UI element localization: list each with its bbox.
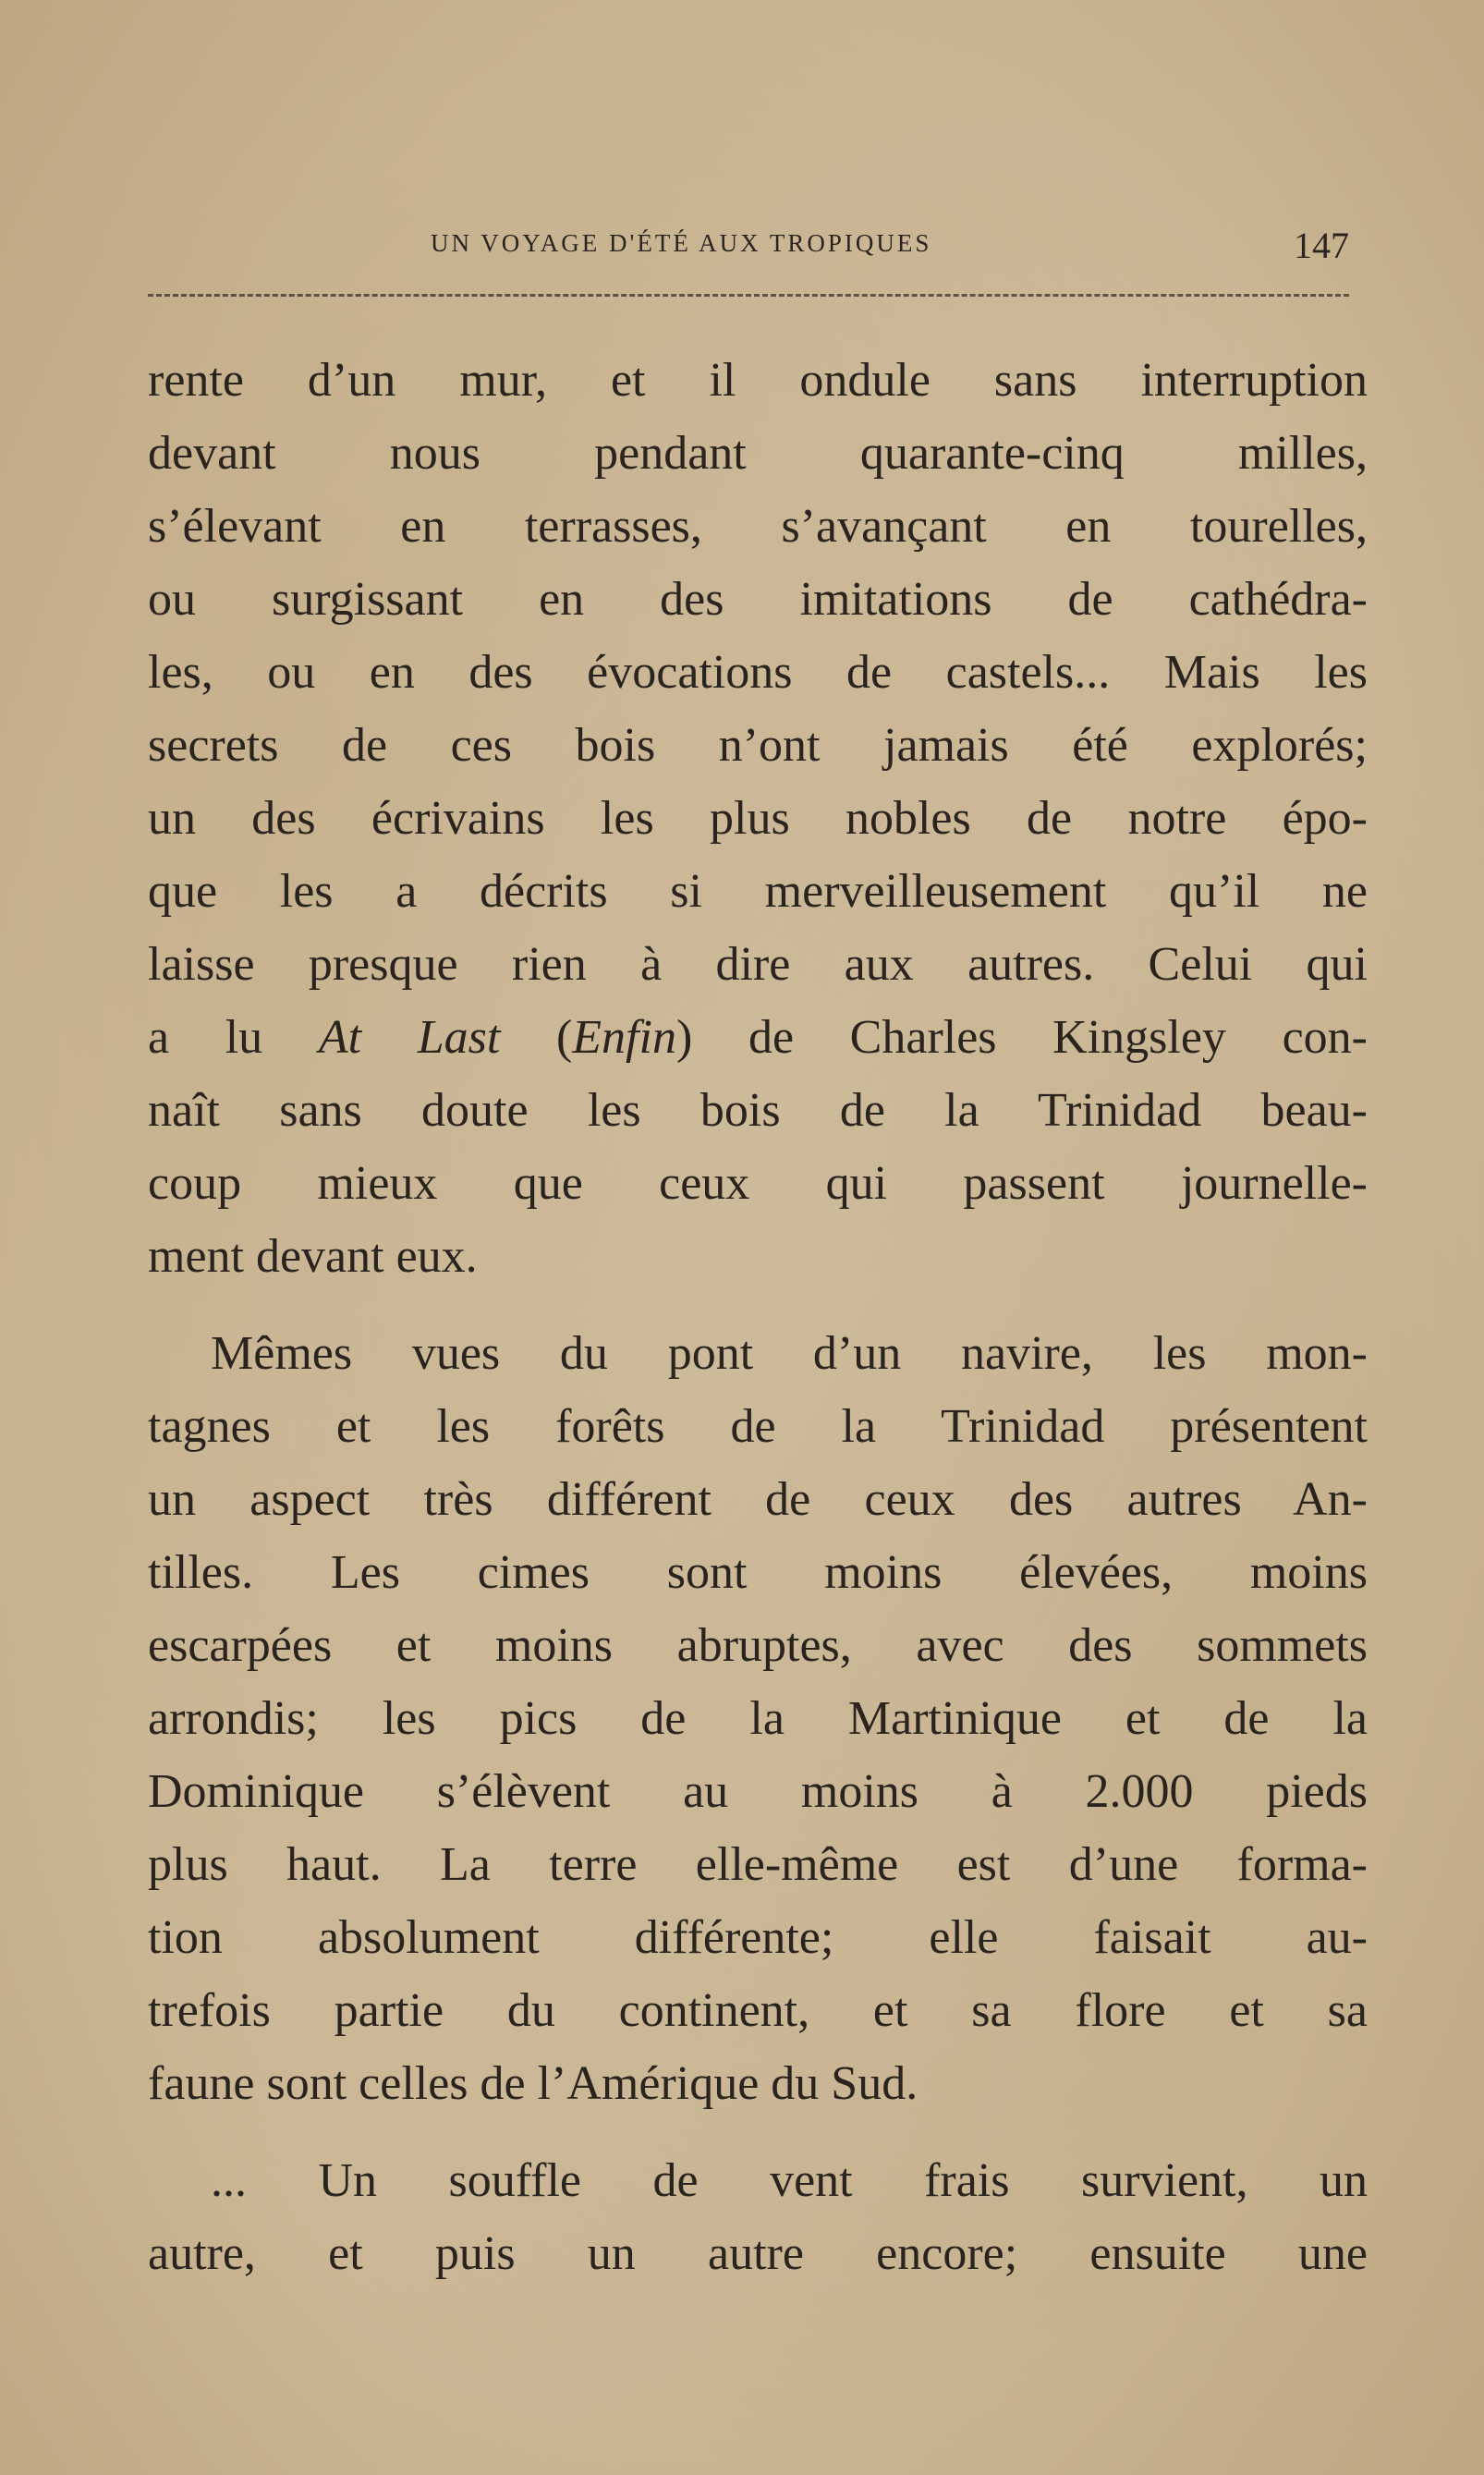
- text-line: faune sont celles de l’Amérique du Sud.: [148, 2057, 918, 2110]
- paragraph-gap: [148, 2120, 1368, 2144]
- text-line: devant nous pendant quarante-cinq milles,: [148, 427, 1368, 480]
- text-line-with-italics: [148, 1001, 1368, 1074]
- text-line: un aspect très différent de ceux des autres An-: [148, 1473, 1368, 1526]
- text-line: tion absolument différente; elle faisait au-: [148, 1911, 1368, 1964]
- text-line: ou surgissant en des imitations de cathédra-: [148, 573, 1368, 626]
- paragraph-gap: [148, 1293, 1368, 1317]
- text-line: ... Un souffle de vent frais survient, un: [211, 2154, 1368, 2207]
- text-segment: (: [500, 1011, 573, 1064]
- page-number: 147: [1294, 225, 1349, 266]
- running-title: UN VOYAGE D'ÉTÉ AUX TROPIQUES: [431, 229, 932, 257]
- text-line: tagnes et les forêts de la Trinidad présentent: [148, 1400, 1368, 1453]
- paragraph-1: [148, 344, 1368, 1293]
- text-line: rente d’un mur, et il ondule sans interruption: [148, 354, 1368, 407]
- text-line: escarpées et moins abruptes, avec des sommets: [148, 1619, 1368, 1672]
- text-line: les, ou en des évocations de castels... Mais les: [148, 646, 1368, 699]
- body-text: [148, 344, 1368, 2290]
- text-segment: ) de Charles Kingsley con-: [675, 1011, 1368, 1064]
- text-line: s’élevant en terrasses, s’avançant en tourelles,: [148, 500, 1368, 553]
- text-line: naît sans doute les bois de la Trinidad beau-: [148, 1084, 1368, 1137]
- paragraph-2: [148, 1317, 1368, 2120]
- text-line: que les a décrits si merveilleusement qu’il ne: [148, 865, 1368, 918]
- text-line: trefois partie du continent, et sa flore et sa: [148, 1984, 1368, 2037]
- text-line: secrets de ces bois n’ont jamais été explorés;: [148, 719, 1368, 772]
- text-line: Mêmes vues du pont d’un navire, les mon-: [211, 1327, 1368, 1380]
- text-line: Dominique s’élèvent au moins à 2.000 pieds: [148, 1765, 1368, 1818]
- text-line: laisse presque rien à dire aux autres. Celui qui: [148, 938, 1368, 991]
- text-line: tilles. Les cimes sont moins élevées, moins: [148, 1546, 1368, 1599]
- text-line: autre, et puis un autre encore; ensuite une: [148, 2227, 1368, 2280]
- paragraph-3: [148, 2144, 1368, 2290]
- text-line: plus haut. La terre elle-même est d’une forma-: [148, 1838, 1368, 1891]
- text-line: un des écrivains les plus nobles de notre épo-: [148, 792, 1368, 845]
- italic-title: At Last: [318, 1011, 501, 1064]
- text-line: arrondis; les pics de la Martinique et de la: [148, 1692, 1368, 1745]
- text-line: coup mieux que ceux qui passent journelle-: [148, 1157, 1368, 1210]
- header-rule: [148, 294, 1349, 297]
- running-head: [148, 225, 1349, 266]
- italic-title-translation: Enfin: [572, 1011, 676, 1064]
- text-segment: a lu: [148, 1011, 319, 1064]
- text-line: ment devant eux.: [148, 1230, 478, 1283]
